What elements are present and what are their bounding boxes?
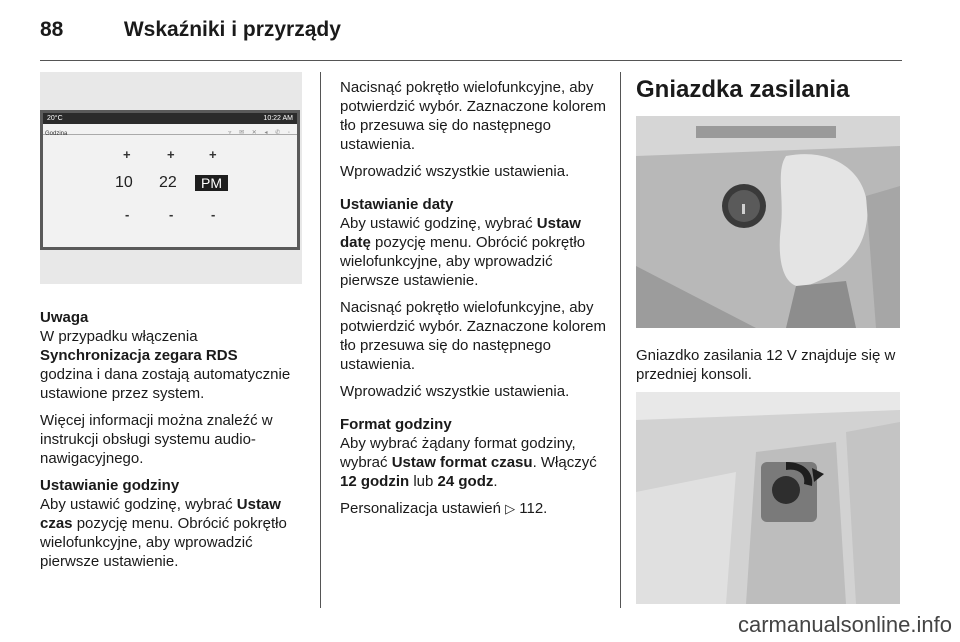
personal-text: Personalizacja ustawień [340, 500, 506, 517]
ampm-plus-button: + [209, 147, 217, 162]
confirm-paragraph-1: Nacisnąć pokrętło wielofunkcyjne, aby potwierdzić wybór. Zaznaczone kolorem tło przesuwa się do następnego ustawienia. [340, 79, 606, 153]
socket-detail-photo [636, 392, 900, 604]
note-title: Uwaga [40, 309, 89, 326]
header-rule [40, 60, 902, 61]
socket-caption: Gniazdko zasilania 12 V znajduje się w przedniej konsoli. [636, 347, 896, 383]
minute-plus-button: + [167, 147, 175, 162]
watermark: carmanualsonline.info [737, 612, 952, 637]
screen-title: Godzina [45, 131, 68, 137]
clock-hour: 10 [115, 174, 133, 191]
enter-all-1: Wprowadzić wszystkie ustawienia. [340, 163, 570, 180]
format-text-pre: Aby wybrać żądany format godziny, wybrać [340, 435, 576, 471]
column-right [636, 72, 900, 604]
hour-minus-button: - [125, 207, 130, 222]
power-socket-photo [636, 116, 900, 328]
format-heading: Format godziny [340, 416, 452, 433]
format-text-mid: . Włączyć [532, 454, 597, 471]
page-ref-arrow-icon: ▷ [505, 501, 516, 516]
time-heading: Ustawianie godziny [40, 477, 180, 494]
screen-subheader [43, 124, 297, 135]
display-screen [43, 113, 297, 247]
enter-all-2: Wprowadzić wszystkie ustawienia. [340, 383, 570, 400]
column-divider-1 [320, 72, 321, 608]
note-box [40, 308, 302, 468]
format-text-end: . [493, 473, 498, 490]
status-bar [43, 113, 297, 124]
time-text-post: pozycję menu. Obrócić pokrętło wielofunkcyjne, aby wprowadzić pierwsze ustawienie. [40, 515, 287, 570]
column-left [40, 72, 302, 579]
ampm-minus-button: - [211, 207, 216, 222]
date-text-pre: Aby ustawić godzinę, wybrać [340, 215, 537, 232]
time-text-pre: Aby ustawić godzinę, wybrać [40, 496, 237, 513]
page-ref-link[interactable]: 112. [519, 500, 548, 517]
date-heading: Ustawianie daty [340, 196, 454, 213]
temperature: 20°C [47, 115, 63, 122]
display-frame [40, 110, 300, 250]
format-paragraph [340, 434, 608, 491]
status-icons: ▿ ✉ ✕ ◂ ✆ ◦ [228, 130, 293, 136]
format-24h: 24 godz [437, 473, 494, 490]
gear-console-illustration [636, 116, 900, 328]
time-paragraph [40, 495, 302, 571]
format-menu-item: Ustaw format czasu [391, 454, 533, 471]
date-paragraph [340, 214, 608, 290]
date-menu-item: Ustaw datę [340, 215, 581, 251]
confirm-paragraph-2: Nacisnąć pokrętło wielofunkcyjne, aby potwierdzić wybór. Zaznaczone kolorem tło przesuwa się do następnego ustawienia. [340, 299, 606, 373]
column-divider-2 [620, 72, 621, 608]
column-middle [340, 78, 608, 526]
page-title: Wskaźniki i przyrządy [123, 18, 341, 41]
time-menu-item: Ustaw czas [40, 496, 281, 532]
clock-figure [40, 72, 302, 284]
status-time: 10:22 AM [263, 115, 293, 122]
personal-paragraph [340, 499, 608, 518]
format-text-or: lub [409, 473, 438, 490]
format-12h: 12 godzin [340, 473, 410, 490]
note-line1: W przypadku włączenia [40, 328, 198, 345]
date-text-post: pozycję menu. Obrócić pokrętło wielofunkcyjne, aby wprowadzić pierwsze ustawienie. [340, 234, 586, 289]
note-bold: Synchronizacja zegara RDS [40, 347, 238, 364]
section-title: Gniazdka zasilania [636, 76, 850, 103]
page-header [40, 18, 341, 42]
note-line2: godzina i dana zostają automatycznie ustawione przez system. [40, 366, 291, 402]
clock-minute: 22 [159, 174, 177, 191]
socket-detail-illustration [636, 392, 900, 604]
page-number: 88 [40, 18, 64, 41]
minute-minus-button: - [169, 207, 174, 222]
hour-plus-button: + [123, 147, 131, 162]
clock-ampm: PM [195, 175, 228, 191]
note-para2: Więcej informacji można znaleźć w instrukcji obsługi systemu audio-nawigacyjnego. [40, 412, 273, 467]
